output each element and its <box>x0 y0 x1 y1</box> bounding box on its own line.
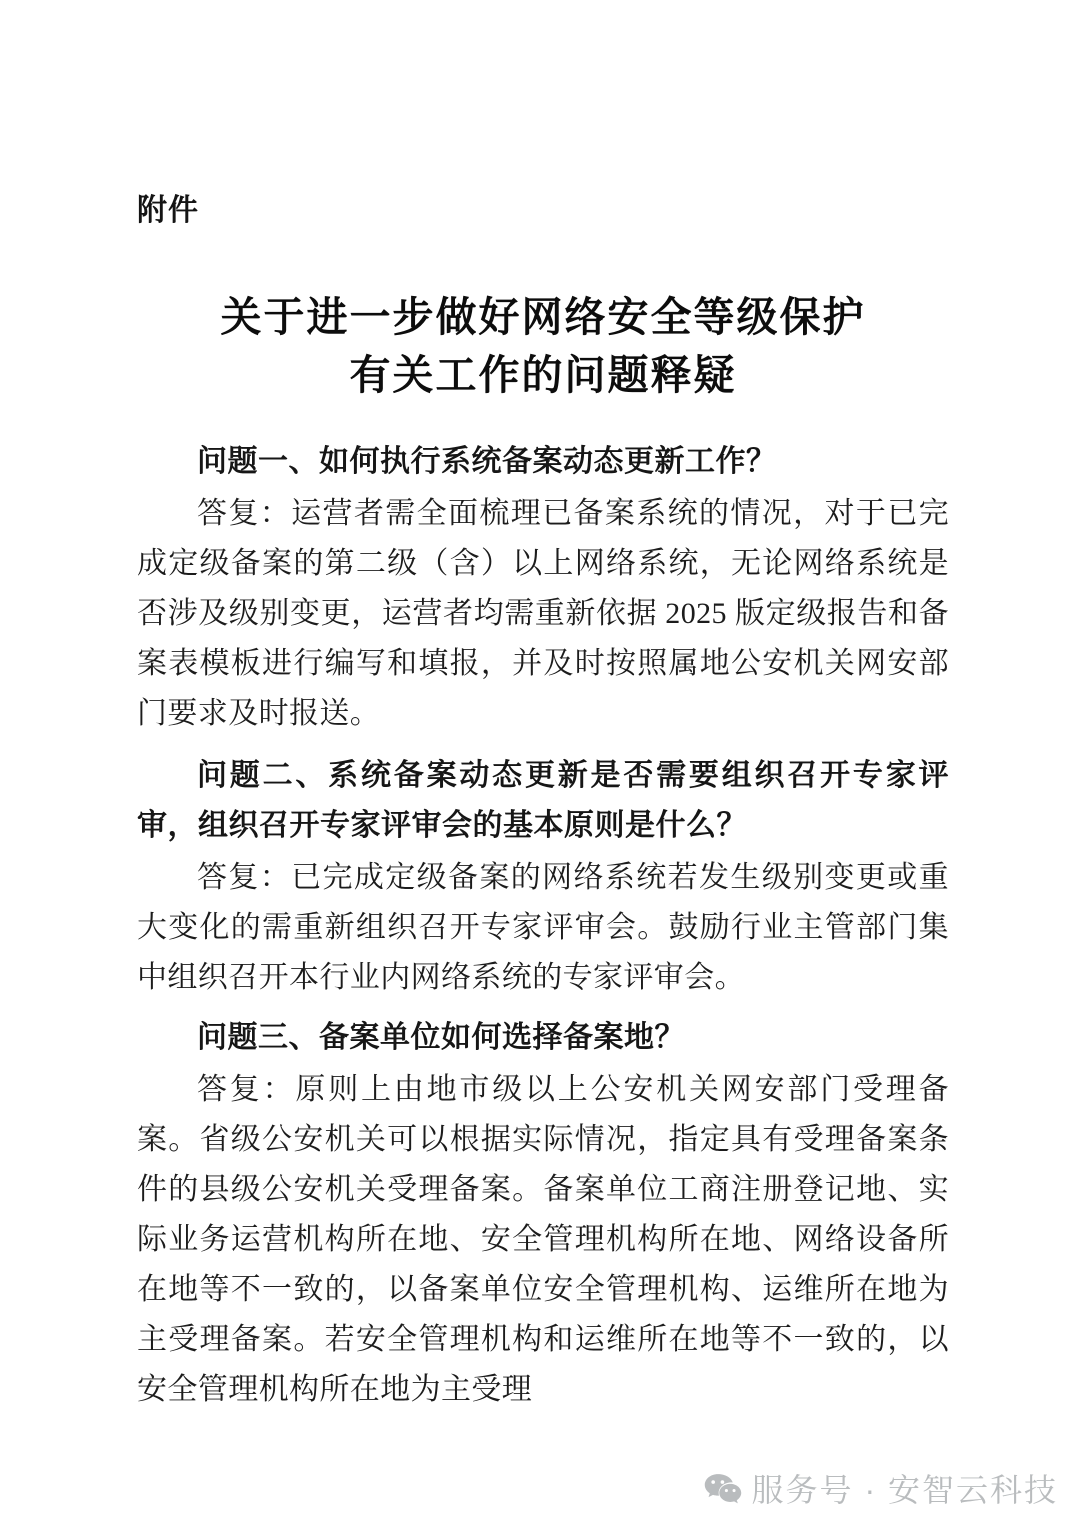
page-title-line-2: 有关工作的问题释疑 <box>349 352 737 398</box>
footer-watermark <box>704 1473 1058 1507</box>
answer-text-3: 答复：原则上由地市级以上公安机关网安部门受理备案。省级公安机关可以根据实际情况，指定具有受理备案条件的县级公安机关受理备案。备案单位工商注册登记地、实际业务运营机构所在地、安全管理机构所在地、网络设备所在地等不一致的，以备案单位安全管理机构、运维所在地为主受理备案。若安全管理机构和运维所在地等不一致的，以安全管理机构所在地为主受理 <box>137 1073 949 1406</box>
footer-account-name: 服务号 · 安智云科技 <box>751 1472 1058 1508</box>
page-title <box>137 288 949 404</box>
page-title-line-1: 关于进一步做好网络安全等级保护 <box>220 294 866 340</box>
answer-text-1: 答复：运营者需全面梳理已备案系统的情况，对于已完成定级备案的第二级（含）以上网络系统，无论网络系统是否涉及级别变更，运营者均需重新依据 2025 版定级报告和备案表模板进行编写和填报，并及时按照属地公安机关网安部门要求及时报送。 <box>137 497 949 730</box>
answer-text-2: 答复：已完成定级备案的网络系统若发生级别变更或重大变化的需重新组织召开专家评审会。鼓励行业主管部门集中组织召开本行业内网络系统的专家评审会。 <box>137 861 949 994</box>
question-heading-2: 问题二、系统备案动态更新是否需要组织召开专家评审，组织召开专家评审会的基本原则是什么？ <box>137 759 949 842</box>
document-body <box>137 437 949 1419</box>
attachment-label: 附件 <box>137 194 199 227</box>
wechat-icon <box>704 1473 742 1507</box>
question-heading-1: 问题一、如何执行系统备案动态更新工作？ <box>197 445 777 478</box>
section-spacer <box>137 743 949 751</box>
question-heading-3: 问题三、备案单位如何选择备案地？ <box>197 1021 685 1054</box>
